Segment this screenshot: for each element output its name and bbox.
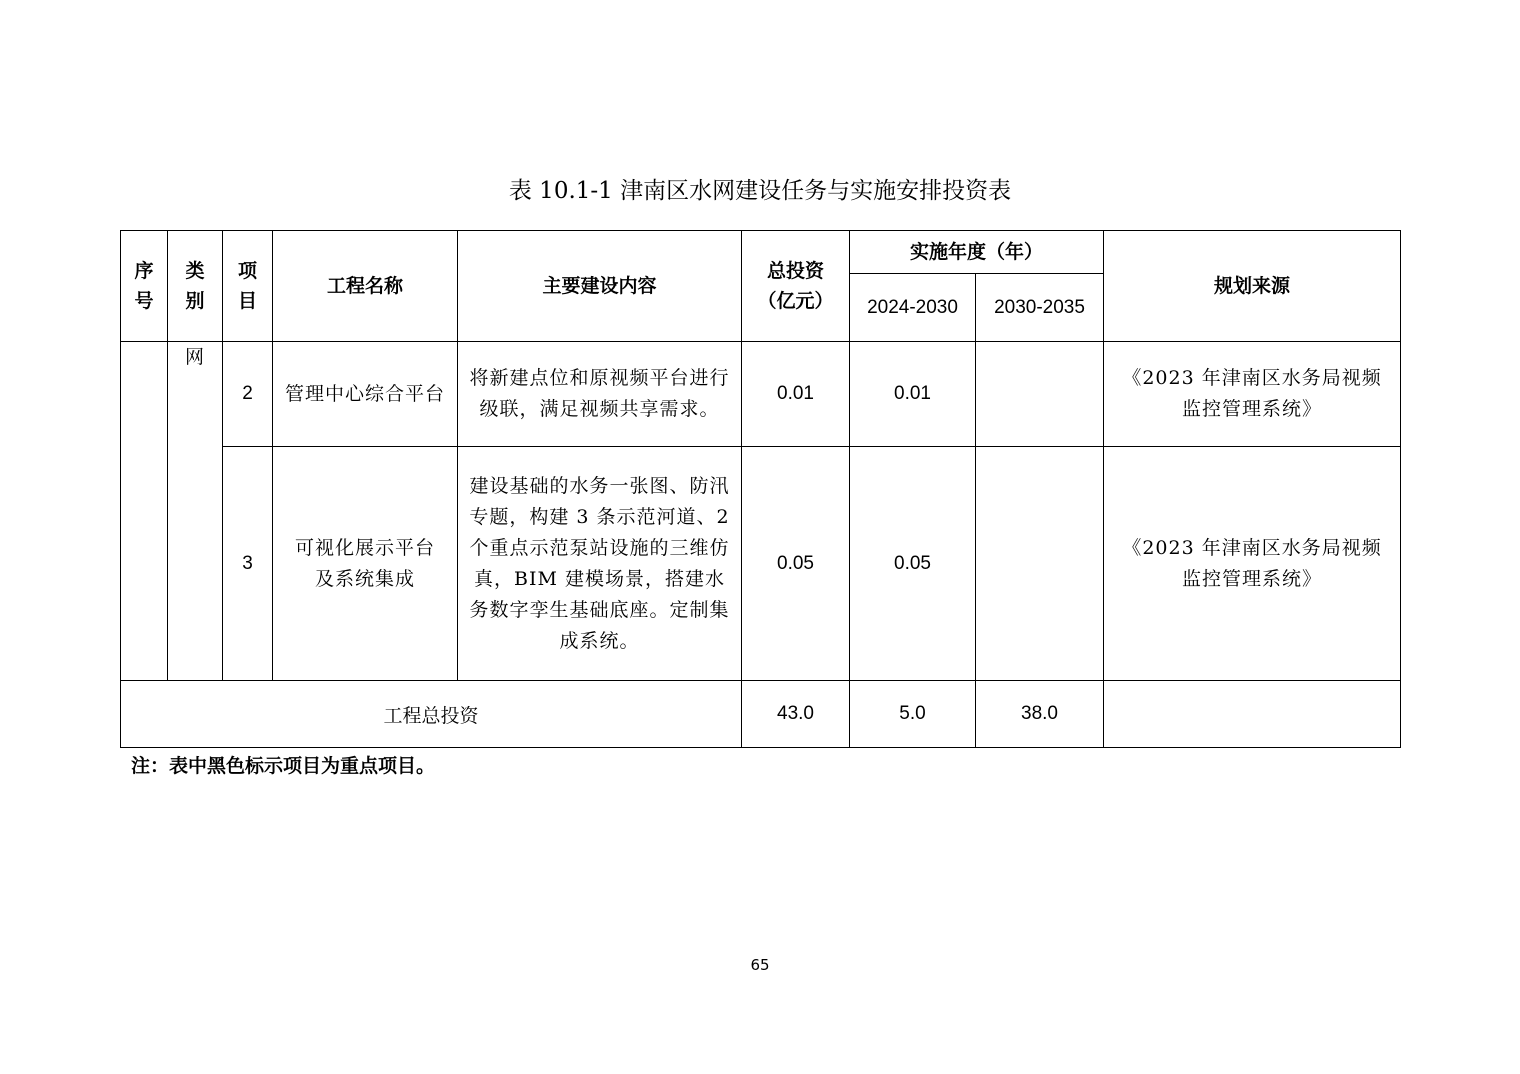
total-period-2-cell: 38.0: [976, 681, 1104, 748]
table-note: 注：表中黑色标示项目为重点项目。: [131, 755, 436, 777]
total-investment-cell: 0.05: [742, 447, 850, 681]
period-1-cell: 0.05: [850, 447, 976, 681]
page-number: 65: [750, 956, 770, 974]
header-total-investment: 总投资（亿元）: [742, 231, 850, 342]
header-row-1: [121, 231, 1401, 274]
table-row: [121, 447, 1401, 681]
total-label-cell: 工程总投资: [121, 681, 742, 748]
table-row: [121, 342, 1401, 447]
header-seq: 序号: [121, 231, 168, 342]
header-period-2: 2030-2035: [976, 274, 1104, 342]
category-cell: 网: [168, 342, 223, 681]
plan-source-cell: 《2023 年津南区水务局视频监控管理系统》: [1104, 342, 1401, 447]
header-item: 项目: [223, 231, 273, 342]
main-content-cell: 将新建点位和原视频平台进行级联，满足视频共享需求。: [458, 342, 742, 447]
project-name-cell: 管理中心综合平台: [273, 342, 458, 447]
project-name-cell: 可视化展示平台及系统集成: [273, 447, 458, 681]
total-investment-sum-cell: 43.0: [742, 681, 850, 748]
header-plan-source: 规划来源: [1104, 231, 1401, 342]
period-2-cell: [976, 342, 1104, 447]
total-period-1-cell: 5.0: [850, 681, 976, 748]
seq-cell: [121, 342, 168, 681]
header-category: 类别: [168, 231, 223, 342]
item-cell: 2: [223, 342, 273, 447]
header-period-1: 2024-2030: [850, 274, 976, 342]
period-1-cell: 0.01: [850, 342, 976, 447]
period-2-cell: [976, 447, 1104, 681]
investment-table: [120, 230, 1401, 748]
header-implementation-year: 实施年度（年）: [850, 231, 1104, 274]
table-title: 表 10.1-1 津南区水网建设任务与实施安排投资表: [508, 178, 1012, 204]
header-main-content: 主要建设内容: [458, 231, 742, 342]
main-content-cell: 建设基础的水务一张图、防汛专题，构建 3 条示范河道、2 个重点示范泵站设施的三维仿真，BIM 建模场景，搭建水务数字孪生基础底座。定制集成系统。: [458, 447, 742, 681]
total-investment-cell: 0.01: [742, 342, 850, 447]
total-row: [121, 681, 1401, 748]
total-plan-source-cell: [1104, 681, 1401, 748]
item-cell: 3: [223, 447, 273, 681]
plan-source-cell: 《2023 年津南区水务局视频监控管理系统》: [1104, 447, 1401, 681]
header-project-name: 工程名称: [273, 231, 458, 342]
